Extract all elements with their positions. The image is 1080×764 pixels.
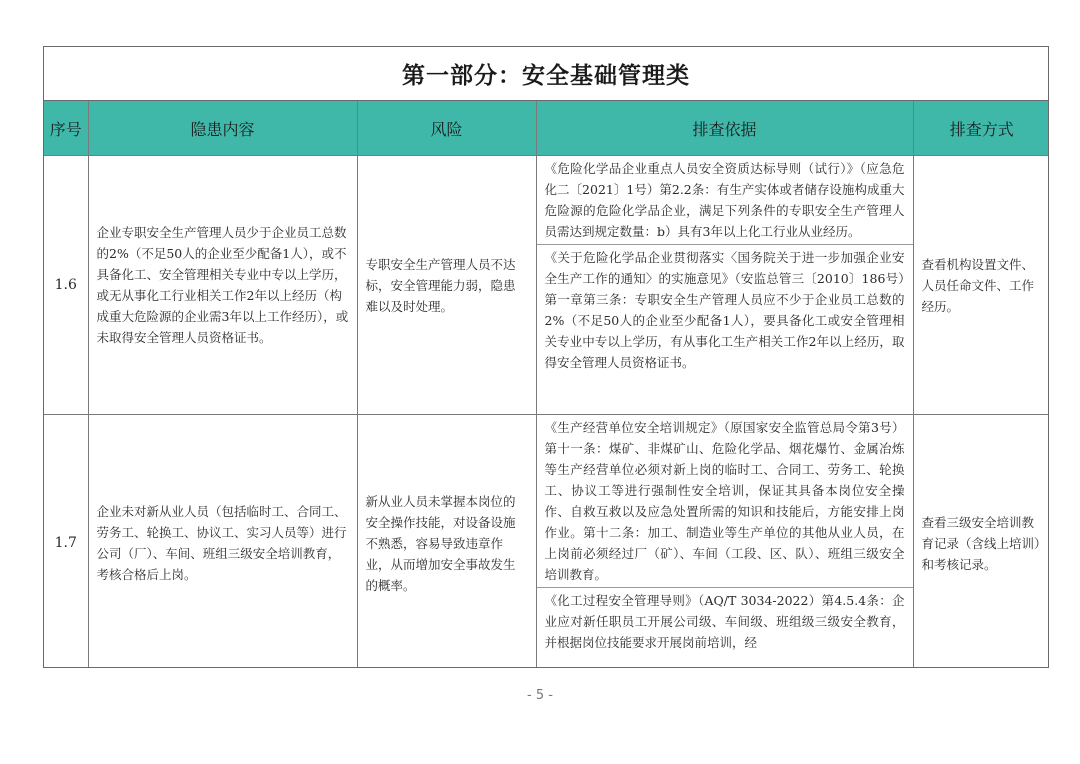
header-hazard: 隐患内容 — [88, 101, 357, 156]
table-row — [44, 415, 1049, 669]
basis-paragraph: 《化工过程安全管理导则》（AQ/T 3034-2022）第4.5.4条：企业应对新任职员工开展公司级、车间级、班组级三级安全教育，并根据岗位技能要求开展岗前培训，经 — [537, 587, 913, 655]
row-seq: 1.7 — [44, 415, 88, 669]
row-risk: 专职安全生产管理人员不达标，安全管理能力弱，隐患难以及时处理。 — [357, 156, 536, 415]
row-basis — [536, 415, 913, 669]
header-basis: 排查依据 — [536, 101, 913, 156]
row-hazard: 企业专职安全生产管理人员少于企业员工总数的2%（不足50人的企业至少配备1人），或不具备化工、安全管理相关专业中专以上学历，或无从事化工行业相关工作2年以上经历（构成重大危险源的企业需3年以上工作经历），或未取得安全管理人员资格证书。 — [88, 156, 357, 415]
page-number: - 5 - — [527, 688, 553, 703]
header-method: 排查方式 — [913, 101, 1049, 156]
hazard-grid — [44, 101, 1049, 668]
row-method: 查看机构设置文件、人员任命文件、工作经历。 — [913, 156, 1049, 415]
row-method: 查看三级安全培训教育记录（含线上培训）和考核记录。 — [913, 415, 1049, 669]
basis-paragraph: 《关于危险化学品企业贯彻落实〈国务院关于进一步加强企业安全生产工作的通知〉的实施意见》（安监总管三〔2010〕186号）第一章第三条：专职安全生产管理人员应不少于企业员工总数的2%（不足50人的企业至少配备1人），要具备化工或安全管理相关专业中专以上学历，有从事化工生产相关工作2年以上经历，取得安全管理人员资格证书。 — [537, 244, 913, 375]
row-basis — [536, 156, 913, 415]
header-risk: 风险 — [357, 101, 536, 156]
row-hazard: 企业未对新从业人员（包括临时工、合同工、劳务工、轮换工、协议工、实习人员等）进行公司（厂）、车间、班组三级安全培训教育，考核合格后上岗。 — [88, 415, 357, 669]
hazard-table — [43, 46, 1049, 668]
table-row — [44, 156, 1049, 415]
basis-paragraph: 《危险化学品企业重点人员安全资质达标导则（试行）》（应急危化二〔2021〕1号）第2.2条：有生产实体或者储存设施构成重大危险源的危险化学品企业，满足下列条件的专职安全生产管理人员需达到规定数量：b）具有3年以上化工行业从业经历。 — [544, 161, 905, 239]
row-seq: 1.6 — [44, 156, 88, 415]
header-row — [44, 101, 1049, 156]
row-risk: 新从业人员未掌握本岗位的安全操作技能，对设备设施不熟悉，容易导致违章作业，从而增加安全事故发生的概率。 — [357, 415, 536, 669]
table-title: 第一部分：安全基础管理类 — [44, 47, 1048, 101]
basis-paragraph: 《生产经营单位安全培训规定》（原国家安全监管总局令第3号）第十一条：煤矿、非煤矿山、危险化学品、烟花爆竹、金属冶炼等生产经营单位必须对新上岗的临时工、合同工、劳务工、轮换工、协议工等进行强制性安全培训，保证其具备本岗位安全操作、自救互救以及应急处置所需的知识和技能后，方能安排上岗作业。第十二条：加工、制造业等生产单位的其他从业人员，在上岗前必须经过厂（矿）、车间（工段、区、队）、班组三级安全培训教育。 — [544, 420, 905, 582]
header-seq: 序号 — [44, 101, 88, 156]
